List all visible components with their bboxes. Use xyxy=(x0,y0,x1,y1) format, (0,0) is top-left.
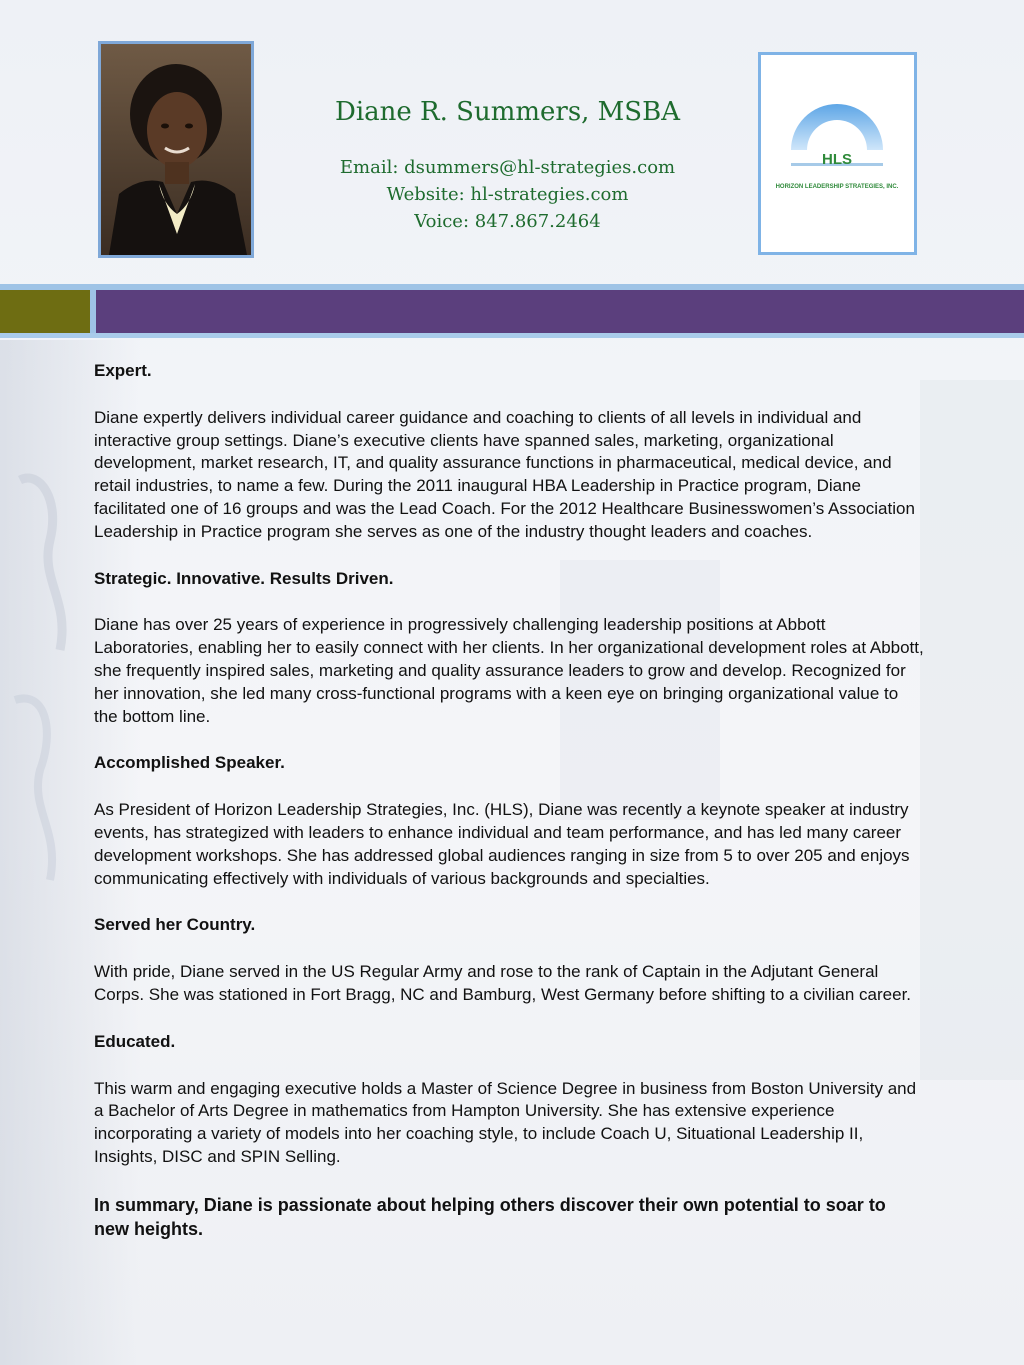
section-heading-expert: Expert. xyxy=(94,361,152,380)
portrait-illustration xyxy=(101,44,251,255)
hls-logo-icon xyxy=(761,55,914,252)
divider-band-green xyxy=(0,290,90,333)
person-name: Diane R. Summers, MSBA xyxy=(334,97,681,127)
divider-band-bottom xyxy=(0,333,1024,338)
section-heading-strategic: Strategic. Innovative. Results Driven. xyxy=(94,568,394,588)
section-heading-educated: Educated. xyxy=(94,1031,176,1051)
section-body-educated: This warm and engaging executive holds a Master of Science Degree in business from Boston University and a Bachelor of Arts Degree in mathematics from Hampton University. She has extensive experience incorporating a variety of models into her coaching style, to include Coach U, Situational Leadership II, Insights, DISC and SPIN Selling. xyxy=(94,1078,917,1166)
section-body-speaker: As President of Horizon Leadership Strategies, Inc. (HLS), Diane was recently a keynote speaker at industry events, has strategized with leaders to enhance individual and team performance, and has led many career development workshops. She has addressed global audiences ranging in size from 5 to over 205 and enjoys communicating effectively with individuals of various backgrounds and specialties. xyxy=(94,800,910,888)
section-body-country: With pride, Diane served in the US Regular Army and rose to the rank of Captain in the Adjutant General Corps. She was stationed in Fort Bragg, NC and Bamburg, West Germany before shifting to a civilian career. xyxy=(94,962,912,1004)
section-heading-country: Served her Country. xyxy=(94,915,256,935)
profile-photo xyxy=(98,41,254,258)
divider-band-purple xyxy=(96,290,1024,333)
section-body-expert: Diane expertly delivers individual career guidance and coaching to clients of all levels in individual and interactive group settings. Diane’s executive clients have spanned sales, marketing, organizational development, market research, IT, and quality assurance functions in pharmaceutical, medical device, and retail industries, to name a few. During the 2011 inaugural HBA Leadership in Practice program, Diane facilitated one of 16 groups and was the Lead Coach. For the 2012 Healthcare Businesswomen’s Association Leadership in Practice program she serves as one of the industry thought leaders and coaches. xyxy=(94,407,915,541)
summary-statement: In summary, Diane is passionate about helping others discover their own potential to soar to new heights. xyxy=(94,1194,886,1239)
email-line[interactable]: Email: dsummers@hl-strategies.com xyxy=(339,157,676,178)
section-body-strategic: Diane has over 25 years of experience in progressively challenging leadership positions at Abbott Laboratories, enabling her to easily connect with her clients. In her organizational development roles at Abbott, she frequently inspired sales, marketing and quality assurance leaders to grow and develop. Recognized for her innovation, she led many cross-functional programs with a keen eye on bringing organizational value to the bottom line. xyxy=(94,615,924,726)
logo-initials: HLS xyxy=(822,151,852,168)
voice-line: Voice: 847.867.2464 xyxy=(414,211,601,232)
header-block xyxy=(290,92,725,235)
section-heading-speaker: Accomplished Speaker. xyxy=(94,753,285,773)
logo-company-name: HORIZON LEADERSHIP STRATEGIES, INC. xyxy=(775,184,899,190)
website-line[interactable]: Website: hl-strategies.com xyxy=(386,184,629,205)
company-logo xyxy=(758,52,917,255)
bio-content xyxy=(94,360,924,1241)
